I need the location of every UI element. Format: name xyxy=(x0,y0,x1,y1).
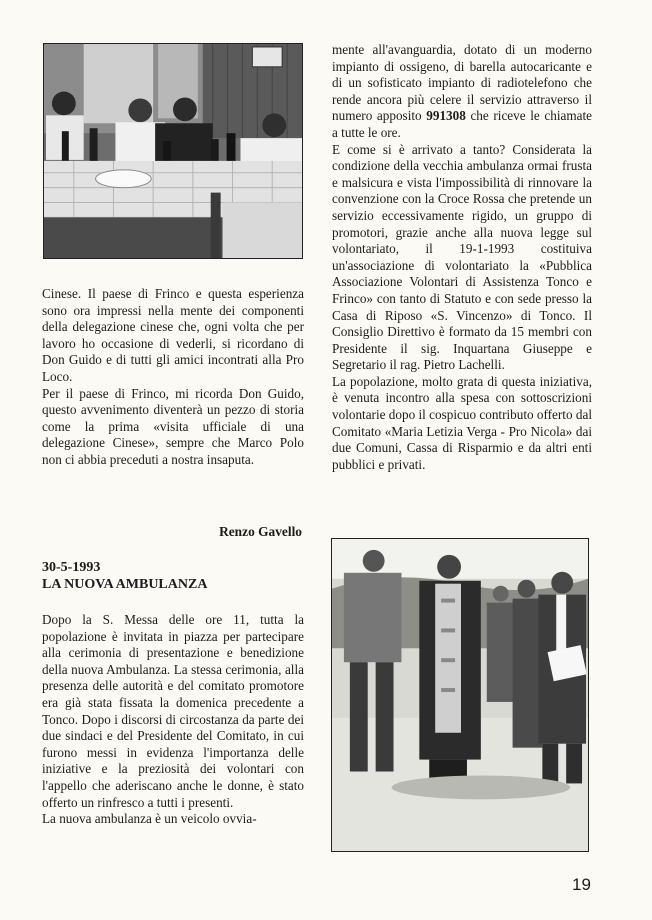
paragraph: Dopo la S. Messa delle ore 11, tutta la popolazione è invitata in piazza per partecipare alla cerimonia di presentazione e benedizione della nuova Ambulanza. La stessa cerimonia, alla presenza delle autorità e del comitato promotore era già stata fissata la domenica precedente a Tonco. Dopo i discorsi di circostanza da parte dei due sindaci e del Presidente del Comitato, in cui furono messi in evidenza l'importanza delle iniziative e la preziosità dei volontari con l'appello che aderiscano anche le donne, è stato offerto un rinfresco a tutti i presenti. xyxy=(42,612,304,810)
page-number: 19 xyxy=(572,875,591,894)
column-left-bottom xyxy=(42,612,304,828)
column-left-top xyxy=(42,286,304,469)
column-right-top xyxy=(332,42,592,473)
text-run: che riceve le chiamate a tutte le ore. xyxy=(332,108,592,140)
paragraph: La popolazione, molto grata di questa iniziativa, è venuta incontro alla spesa con sottoscrizioni volontarie dopo il cospicuo contributo offerto dal Comitato «Maria Letizia Verga - Pro Nicola» dai due Comuni, Cassa di Risparmio e da altri enti pubblici e privati. xyxy=(332,373,592,472)
article-heading xyxy=(42,559,304,593)
paragraph: E come si è arrivato a tanto? Considerata la condizione della vecchia ambulanza ormai frusta e malsicura e vista l'impossibilità di rinnovare la convenzione con la Croce Rossa che pretende un servizio eccessivamente rigido, un gruppo di promotori, grazie anche alla nuova legge sul volontariato, il 19-1-1993 costituiva un'associazione di volontariato la «Pubblica Associazione Volontari di Assistenza Tonco e Frinco» con tanto di Statuto e con sede presso la Casa di Riposo «S. Vincenzo» di Tonco. Il Consiglio Direttivo è formato da 15 membri con Presidente il sig. Inquartana Giuseppe e Segretario il rag. Pietro Lachelli. xyxy=(332,141,592,373)
article-date: 30-5-1993 xyxy=(42,560,101,575)
photo-ambulance-blessing xyxy=(331,538,589,852)
article-title: LA NUOVA AMBULANZA xyxy=(42,577,208,592)
phone-number: 991308 xyxy=(426,108,466,124)
paragraph: Per il paese di Frinco, mi ricorda Don Guido, questo avvenimento diventerà un pezzo di storia come la prima «visita ufficiale di una delegazione Cinese», sempre che Marco Polo non ci abbia preceduti a nostra insaputa. xyxy=(42,385,304,467)
paragraph: La nuova ambulanza è un veicolo ovvia- xyxy=(42,811,257,827)
text-run: mente all'avanguardia, dotato di un moderno impianto di ossigeno, di barella autocaricante e di un sofisticato impianto di radiotelefono che rende ancora più celere il servizio attraverso il numero apposito xyxy=(332,42,592,124)
paragraph xyxy=(332,42,592,142)
author-signature: Renzo Gavello xyxy=(219,524,302,539)
photo-dinner-table xyxy=(43,43,303,259)
paragraph: Cinese. Il paese di Frinco e questa esperienza sono ora impressi nella mente dei componenti della delegazione cinese che, ogni volta che per lavoro ho occasione di vederli, si ricordano di Don Guido e di tutti gli amici incontrati alla Pro Loco. xyxy=(42,286,304,384)
